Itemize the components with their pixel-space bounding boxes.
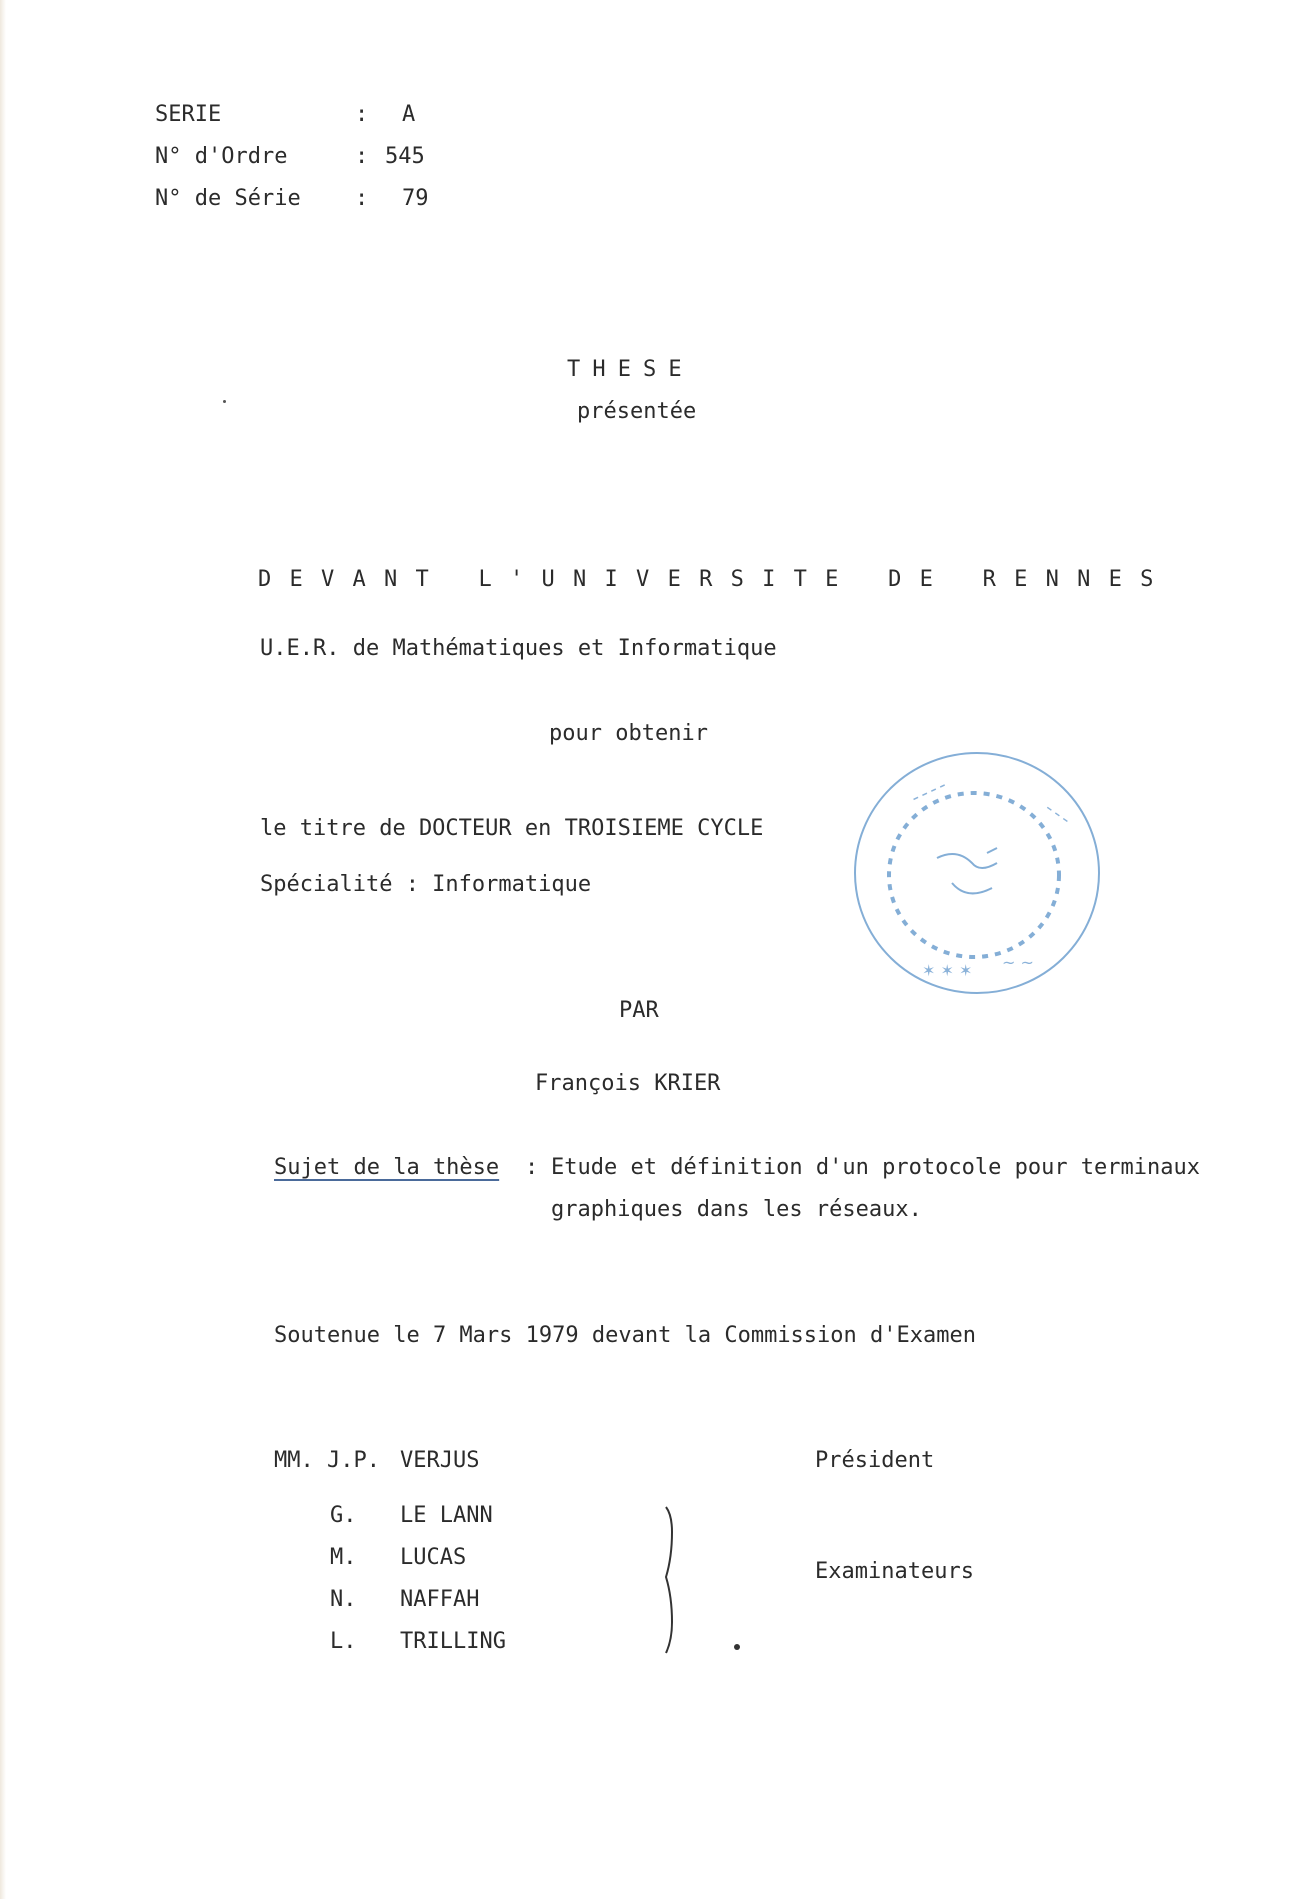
noserie-sep: : — [355, 186, 369, 211]
president-prefix: MM. J.P. — [274, 1448, 380, 1473]
university-line: DEVANT L'UNIVERSITE DE RENNES — [258, 567, 1172, 592]
serie-sep: : — [355, 102, 369, 127]
examiner-name: LUCAS — [400, 1545, 467, 1570]
pour-obtenir: pour obtenir — [549, 721, 708, 746]
svg-text:ـ ـ ـ ـ: ـ ـ ـ ـ — [907, 772, 947, 804]
page-edge-shadow — [0, 0, 6, 1899]
par-label: PAR — [619, 998, 659, 1023]
presentee-text: présentée — [577, 399, 697, 424]
examiner-name: LE LANN — [400, 1503, 493, 1528]
author-name: François KRIER — [535, 1071, 721, 1096]
noserie-value: 79 — [402, 186, 429, 211]
stray-dot — [734, 1644, 740, 1650]
ordre-value: 545 — [385, 144, 425, 169]
ordre-label: N° d'Ordre — [155, 144, 288, 169]
subject-label: Sujet de la thèse — [274, 1155, 500, 1180]
serie-value: A — [402, 102, 416, 127]
these-title: THESE — [567, 357, 694, 382]
university-seal-stamp-icon — [852, 748, 1102, 998]
svg-text:~ ~: ~ ~ — [1002, 953, 1034, 972]
subject-sep: : — [525, 1155, 539, 1180]
examiner-initial: L. — [330, 1629, 357, 1654]
svg-text:✶ ✶ ✶: ✶ ✶ ✶ — [922, 961, 973, 980]
svg-text:ـ ـ ـ: ـ ـ ـ — [1044, 795, 1076, 826]
degree-title: le titre de DOCTEUR en TROISIEME CYCLE — [260, 816, 764, 841]
examiners-role: Examinateurs — [815, 1559, 974, 1584]
examiner-initial: M. — [330, 1545, 357, 1570]
ordre-sep: : — [355, 144, 369, 169]
scan-speck — [223, 400, 226, 403]
president-role: Président — [815, 1448, 935, 1473]
examiner-name: NAFFAH — [400, 1587, 480, 1612]
uer-line: U.E.R. de Mathématiques et Informatique — [260, 636, 777, 661]
examiner-initial: G. — [330, 1503, 357, 1528]
examiner-name: TRILLING — [400, 1629, 506, 1654]
serie-label: SERIE — [155, 102, 222, 127]
brace-icon — [660, 1505, 680, 1655]
defense-line: Soutenue le 7 Mars 1979 devant la Commission d'Examen — [274, 1323, 976, 1348]
subject-line-2: graphiques dans les réseaux. — [551, 1197, 922, 1222]
examiner-initial: N. — [330, 1587, 357, 1612]
noserie-label: N° de Série — [155, 186, 301, 211]
president-name: VERJUS — [400, 1448, 480, 1473]
specialite-line: Spécialité : Informatique — [260, 872, 592, 897]
subject-line-1: Etude et définition d'un protocole pour terminaux — [551, 1155, 1201, 1180]
